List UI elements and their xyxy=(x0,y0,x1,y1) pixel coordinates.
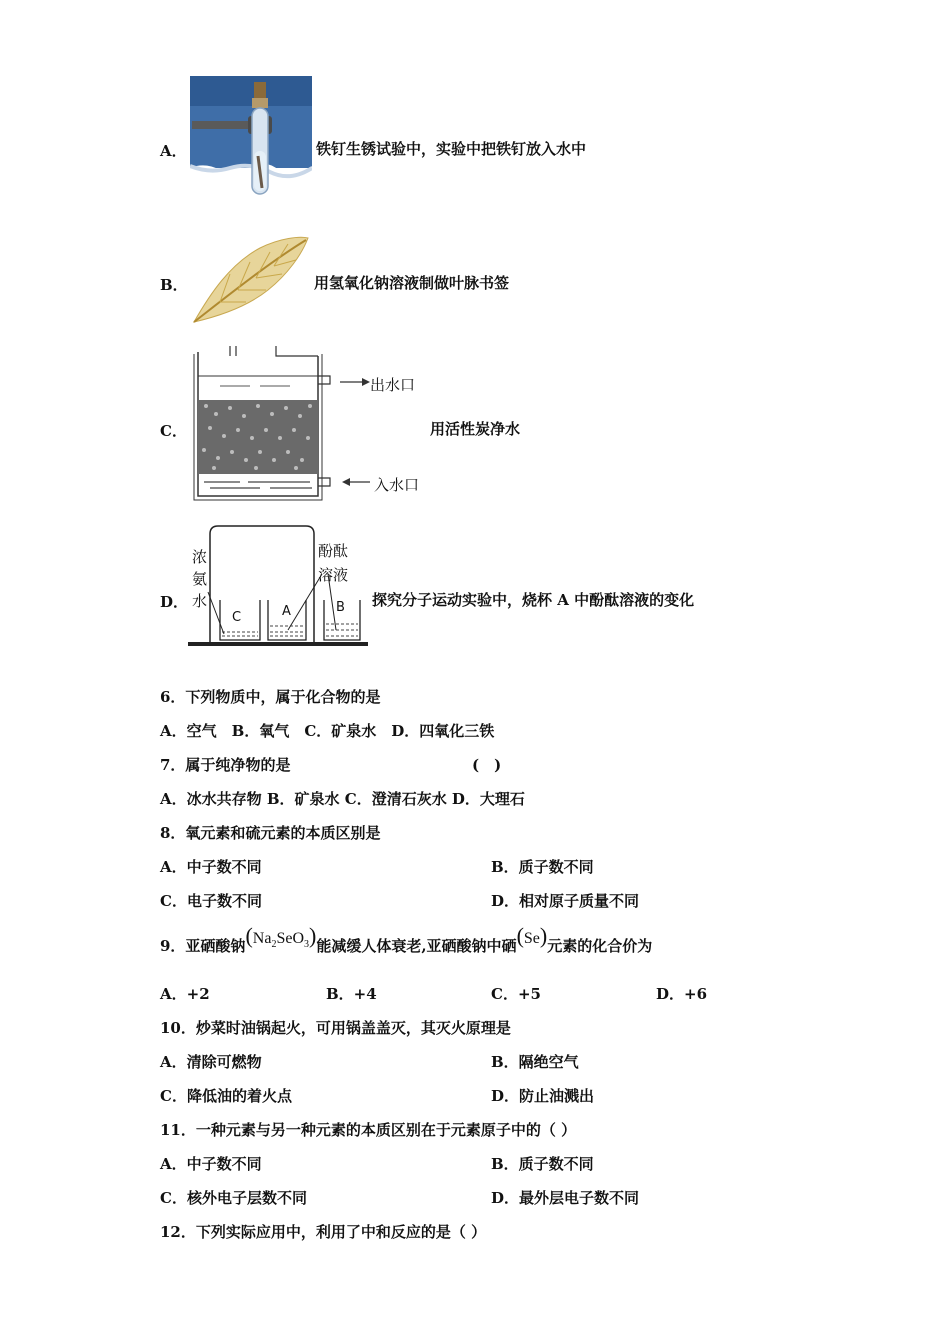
q9-option-a: A．+2 xyxy=(160,985,210,1003)
q10-option-c: C．降低油的着火点 xyxy=(160,1087,292,1105)
q9-option-b: B．+4 xyxy=(326,985,377,1003)
phenolphthalein-label-2: 溶液 xyxy=(318,566,349,584)
q11-option-c: C．核外电子层数不同 xyxy=(160,1189,307,1207)
ammonia-label-2: 氨 xyxy=(192,570,208,588)
water-outlet-label: 出水口 xyxy=(370,376,416,394)
q8-stem: 8．氧元素和硫元素的本质区别是 xyxy=(160,824,381,842)
q9-formula-se: Se xyxy=(523,930,540,947)
q9-stem xyxy=(160,923,653,956)
option-b-label: B． xyxy=(160,276,188,294)
beaker-c-label: C xyxy=(232,610,242,625)
q8-option-b: B．质子数不同 xyxy=(491,858,594,876)
q9-formula-sub3: 3 xyxy=(304,939,309,951)
q9-formula-sub2: 2 xyxy=(271,939,277,951)
q11-option-b: B．质子数不同 xyxy=(491,1155,594,1173)
water-inlet-label: 入水口 xyxy=(374,476,420,494)
q10-option-b: B．隔绝空气 xyxy=(491,1053,579,1071)
ammonia-label-1: 浓 xyxy=(192,548,208,566)
q11-option-a: A．中子数不同 xyxy=(160,1155,262,1173)
q9-formula-seo: SeO xyxy=(276,930,304,947)
option-d-label: D． xyxy=(160,593,189,611)
q10-option-d: D．防止油溅出 xyxy=(491,1087,595,1105)
q7-options: A．冰水共存物 B．矿泉水 C．澄清石灰水 D．大理石 xyxy=(160,790,525,808)
q7-answer-paren: ( ) xyxy=(472,756,502,774)
beaker-b-label: B xyxy=(336,600,345,615)
q6-options: A．空气 B．氧气 C．矿泉水 D．四氧化三铁 xyxy=(160,722,495,740)
test-tube-nail-figure xyxy=(190,76,312,200)
q8-option-d: D．相对原子质量不同 xyxy=(491,892,640,910)
q12-stem: 12．下列实际应用中，利用了中和反应的是（ ） xyxy=(160,1223,487,1241)
q10-stem: 10．炒菜时油锅起火，可用锅盖盖灭，其灭火原理是 xyxy=(160,1019,511,1037)
option-a-label: A． xyxy=(160,142,187,160)
option-c-label: C． xyxy=(160,422,187,440)
q11-stem: 11．一种元素与另一种元素的本质区别在于元素原子中的（ ） xyxy=(160,1121,577,1139)
q10-option-a: A．清除可燃物 xyxy=(160,1053,262,1071)
q9-formula-na: Na xyxy=(252,930,272,947)
leaf-figure xyxy=(190,234,310,326)
option-c-text: 用活性炭净水 xyxy=(430,420,521,438)
phenolphthalein-label-1: 酚酞 xyxy=(318,542,349,560)
q11-option-d: D．最外层电子数不同 xyxy=(491,1189,640,1207)
q9-option-c: C．+5 xyxy=(491,985,541,1003)
q6-stem: 6．下列物质中，属于化合物的是 xyxy=(160,688,381,706)
q8-option-c: C．电子数不同 xyxy=(160,892,262,910)
option-d-text: 探究分子运动实验中，烧杯 A 中酚酞溶液的变化 xyxy=(372,591,695,609)
test-tube-with-nail-icon xyxy=(190,76,312,200)
q8-option-a: A．中子数不同 xyxy=(160,858,262,876)
q9-formula-selenium: (Se) xyxy=(516,923,548,948)
ammonia-label-3: 水 xyxy=(192,592,208,610)
leaf-skeleton-icon xyxy=(190,234,310,326)
option-b-text: 用氢氧化钠溶液制做叶脉书签 xyxy=(314,274,510,292)
q9-option-d: D．+6 xyxy=(656,985,708,1003)
option-a-text: 铁钉生锈试验中，实验中把铁钉放入水中 xyxy=(316,140,587,158)
q9-stem-part2: 能减缓人体衰老,亚硒酸钠中硒 xyxy=(316,937,517,955)
q7-stem: 7．属于纯净物的是 xyxy=(160,756,291,774)
q9-formula-sodium-selenite: $(Na_2SeO_3)$ xyxy=(245,923,317,951)
q9-stem-part1: 9．亚硒酸钠 xyxy=(160,937,246,955)
beaker-a-label: A xyxy=(282,604,291,619)
q9-stem-part3: 元素的化合价为 xyxy=(547,937,653,955)
